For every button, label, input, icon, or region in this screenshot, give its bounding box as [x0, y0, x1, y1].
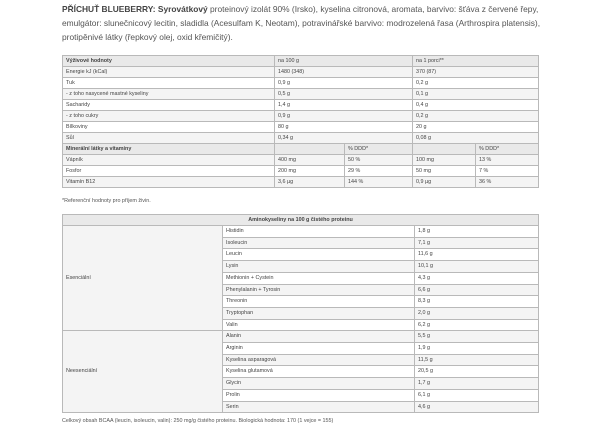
amino-rows [63, 226, 539, 413]
nutrient-per-100g: 80 g [275, 122, 413, 133]
product-name: Syrovátkový [157, 4, 208, 14]
amino-acid-name: Lysin [223, 261, 415, 273]
ingredients-paragraph [62, 2, 562, 44]
amino-table-title: Aminokyseliny na 100 g čistého proteinu [63, 215, 539, 226]
nutrition-header-portion: na 1 porci** [413, 56, 539, 67]
mineral-per-100g: 400 mg [275, 155, 345, 166]
amino-acid-name: Methionin + Cystein [223, 272, 415, 284]
nutrient-name: - z toho cukry [63, 111, 275, 122]
amino-acid-name: Kyselina glutamová [223, 366, 415, 378]
amino-acid-table [62, 214, 539, 413]
nutrient-per-portion: 370 (87) [413, 67, 539, 78]
nutrition-row [63, 67, 539, 78]
nutrient-per-100g: 0,34 g [275, 133, 413, 144]
amino-acid-value: 4,3 g [415, 272, 539, 284]
amino-acid-name: Glycin [223, 378, 415, 390]
mineral-per-portion: 100 mg [413, 155, 476, 166]
mineral-ddd-100g: 50 % [345, 155, 413, 166]
amino-group-label: Neesenciální [63, 331, 223, 413]
minerals-header-label: Minerální látky a vitamíny [63, 144, 275, 155]
nutrient-per-portion: 0,2 g [413, 78, 539, 89]
nutrient-per-portion: 0,08 g [413, 133, 539, 144]
nutrition-row [63, 78, 539, 89]
amino-row [63, 331, 539, 343]
nutrition-row [63, 89, 539, 100]
mineral-ddd-portion: 36 % [476, 177, 539, 188]
bcaa-footer: Celkový obsah BCAA (leucin, isoleucin, valin): 250 mg/g čistého proteinu. Biologická hodnota: 170 (1 vejce = 155) [62, 418, 334, 424]
nutrient-per-100g: 0,9 g [275, 78, 413, 89]
amino-acid-name: Isoleucin [223, 237, 415, 249]
mineral-per-100g: 200 mg [275, 166, 345, 177]
nutrient-per-portion: 0,1 g [413, 89, 539, 100]
amino-acid-name: Serin [223, 401, 415, 413]
nutrition-header-row [63, 56, 539, 67]
minerals-header-portion [413, 144, 476, 155]
amino-acid-name: Histidin [223, 226, 415, 238]
mineral-name: Fosfor [63, 166, 275, 177]
nutrient-name: Sůl [63, 133, 275, 144]
amino-acid-name: Kyselina asparagová [223, 354, 415, 366]
amino-acid-name: Phenylalanin + Tyrosin [223, 284, 415, 296]
amino-acid-name: Prolin [223, 389, 415, 401]
nutrition-row [63, 122, 539, 133]
amino-acid-value: 10,1 g [415, 261, 539, 273]
nutrient-name: Bílkoviny [63, 122, 275, 133]
mineral-row [63, 155, 539, 166]
minerals-rows [63, 155, 539, 188]
mineral-ddd-100g: 144 % [345, 177, 413, 188]
mineral-per-100g: 3,6 µg [275, 177, 345, 188]
amino-acid-value: 6,1 g [415, 389, 539, 401]
mineral-row [63, 177, 539, 188]
minerals-header-100g [275, 144, 345, 155]
nutrition-header-100g: na 100 g [275, 56, 413, 67]
amino-acid-name: Alanin [223, 331, 415, 343]
minerals-header-row [63, 144, 539, 155]
amino-acid-name: Arginin [223, 343, 415, 355]
mineral-name: Vápník [63, 155, 275, 166]
nutrient-name: Energie kJ (kCal) [63, 67, 275, 78]
amino-acid-name: Leucin [223, 249, 415, 261]
amino-acid-value: 6,2 g [415, 319, 539, 331]
nutrient-name: Sacharidy [63, 100, 275, 111]
nutrient-per-100g: 0,5 g [275, 89, 413, 100]
nutrition-rows [63, 67, 539, 144]
amino-acid-value: 5,5 g [415, 331, 539, 343]
amino-acid-value: 20,5 g [415, 366, 539, 378]
nutrition-row [63, 111, 539, 122]
amino-acid-value: 4,6 g [415, 401, 539, 413]
mineral-per-portion: 50 mg [413, 166, 476, 177]
mineral-ddd-portion: 7 % [476, 166, 539, 177]
nutrient-per-portion: 20 g [413, 122, 539, 133]
amino-acid-value: 8,3 g [415, 296, 539, 308]
nutrient-per-100g: 0,9 g [275, 111, 413, 122]
amino-acid-name: Threonin [223, 296, 415, 308]
amino-acid-value: 6,6 g [415, 284, 539, 296]
nutrition-table [62, 55, 539, 188]
ingredients-text: proteinový izolát 90% (Irsko), kyselina citronová, aromata, barvivo: šťáva z červené řepy, emulgátor: slunečnicový lecitin, sladidla (Acesulfam K, Neotam), potravinářské barvivo: modrozelená řasa (Arthrospira platensis), protipěnivé látky (řepkový olej, oxid křemičitý). [62, 4, 541, 42]
amino-acid-value: 2,0 g [415, 307, 539, 319]
mineral-row [63, 166, 539, 177]
minerals-header-ddd-portion: % DDD* [476, 144, 539, 155]
nutrition-header-label: Výživové hodnoty [63, 56, 275, 67]
nutrient-name: - z toho nasycené mastné kyseliny [63, 89, 275, 100]
mineral-ddd-100g: 29 % [345, 166, 413, 177]
amino-row [63, 226, 539, 238]
amino-group-label: Esenciální [63, 226, 223, 331]
amino-header-row [63, 215, 539, 226]
amino-acid-value: 7,1 g [415, 237, 539, 249]
nutrient-per-100g: 1480 (348) [275, 67, 413, 78]
nutrient-per-portion: 0,2 g [413, 111, 539, 122]
nutrient-name: Tuk [63, 78, 275, 89]
mineral-name: Vitamín B12 [63, 177, 275, 188]
mineral-per-portion: 0,9 µg [413, 177, 476, 188]
amino-acid-name: Valin [223, 319, 415, 331]
amino-acid-value: 1,9 g [415, 343, 539, 355]
nutrition-row [63, 100, 539, 111]
amino-acid-value: 11,5 g [415, 354, 539, 366]
amino-acid-name: Tryptophan [223, 307, 415, 319]
amino-acid-value: 1,8 g [415, 226, 539, 238]
nutrient-per-100g: 1,4 g [275, 100, 413, 111]
nutrient-per-portion: 0,4 g [413, 100, 539, 111]
nutrition-row [63, 133, 539, 144]
minerals-header-ddd-100g: % DDD* [345, 144, 413, 155]
reference-note: *Referenční hodnoty pro příjem živin. [62, 198, 151, 204]
mineral-ddd-portion: 13 % [476, 155, 539, 166]
amino-acid-value: 11,6 g [415, 249, 539, 261]
flavour-title: PŘÍCHUŤ BLUEBERRY: [62, 4, 156, 14]
amino-acid-value: 1,7 g [415, 378, 539, 390]
